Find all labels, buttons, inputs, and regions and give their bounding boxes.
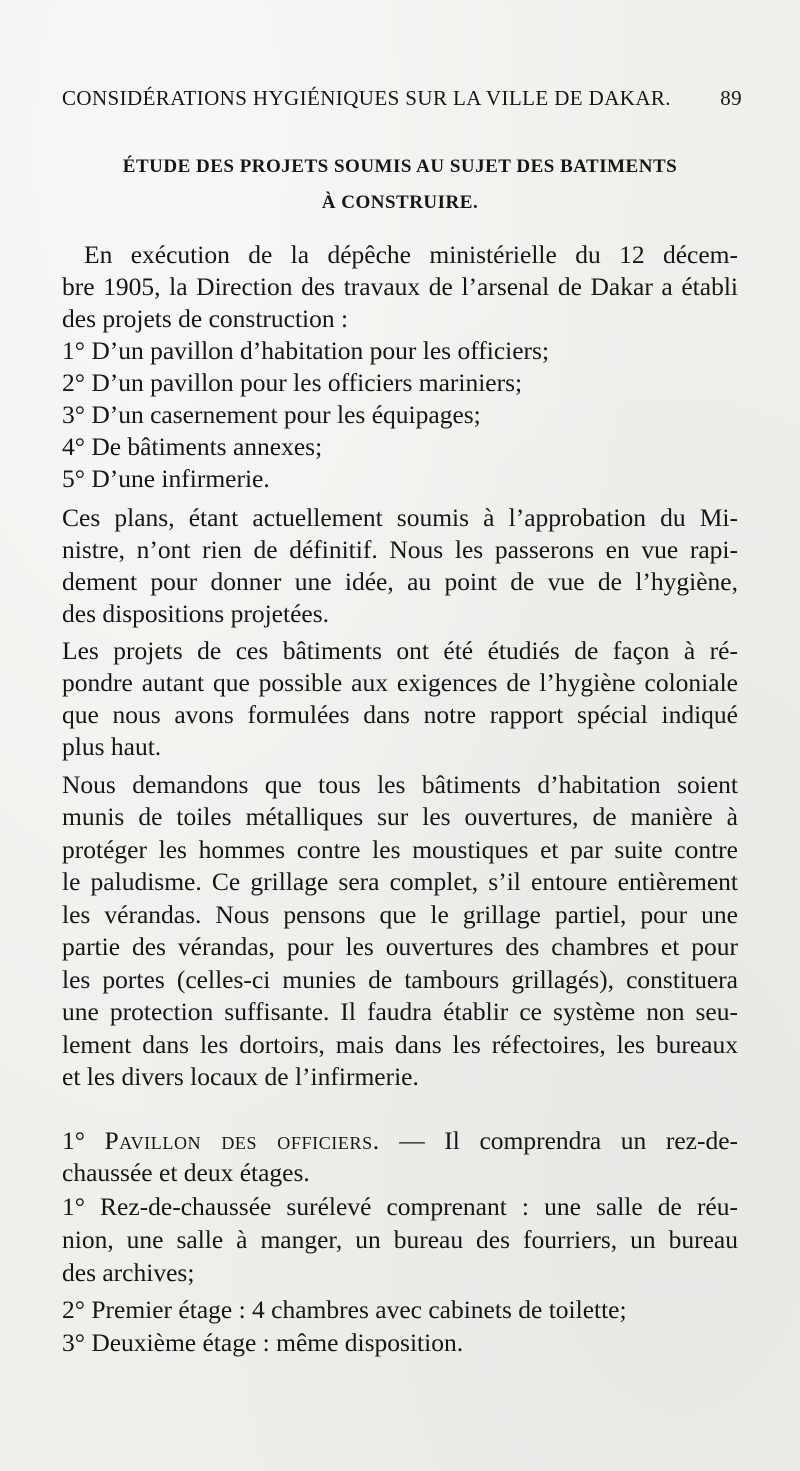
list-item: 3° D’un casernement pour les équipages;	[62, 400, 481, 429]
body-line: pondre autant que possible aux exigences de l’hygiène coloniale	[62, 668, 738, 697]
body-line: des dispositions projetées.	[62, 599, 330, 628]
body-line: En exécution de la dépêche ministérielle du 12 décem-	[84, 240, 738, 269]
page-number: 89	[720, 86, 742, 110]
body-line: les portes (celles-ci munies de tambours grillagés), constituera	[62, 965, 738, 994]
body-line: que nous avons formulées dans notre rapport spécial indiqué	[62, 700, 738, 729]
body-line: Les projets de ces bâtiments ont été étudiés de façon à ré-	[62, 636, 738, 665]
body-line: le paludisme. Ce grillage sera complet, s’il entoure entièrement	[62, 867, 738, 896]
subsection-number: 1°	[62, 1126, 85, 1155]
body-line: bre 1905, la Direction des travaux de l’arsenal de Dakar a établi	[62, 272, 738, 301]
subsection-heading-line	[62, 1126, 738, 1156]
section-title-line-1: ÉTUDE DES PROJETS SOUMIS AU SUJET DES BATIMENTS	[122, 156, 678, 177]
list-item: 1° D’un pavillon d’habitation pour les officiers;	[62, 336, 550, 365]
body-line: des projets de construction :	[62, 304, 349, 333]
list-item: 2° D’un pavillon pour les officiers mariniers;	[62, 368, 523, 397]
running-header	[62, 86, 742, 116]
body-line: une protection suffisante. Il faudra établir ce système non seu-	[62, 997, 738, 1026]
body-line: munis de toiles métalliques sur les ouvertures, de manière à	[62, 802, 738, 831]
body-line: dement pour donner une idée, au point de vue de l’hygiène,	[62, 567, 738, 596]
body-line: et les divers locaux de l’infirmerie.	[62, 1062, 419, 1091]
body-line: Nous demandons que tous les bâtiments d’habitation soient	[62, 770, 738, 799]
list-item: 1° Rez-de-chaussée surélevé comprenant : une salle de réu-	[62, 1192, 738, 1221]
running-title: CONSIDÉRATIONS HYGIÉNIQUES SUR LA VILLE DE DAKAR.	[62, 86, 671, 110]
body-line: chaussée et deux étages.	[62, 1158, 310, 1187]
body-line: lement dans les dortoirs, mais dans les réfectoires, les bureaux	[62, 1030, 738, 1059]
section-title-line-2: À CONSTRUIRE.	[321, 192, 479, 213]
body-line: Ces plans, étant actuellement soumis à l’approbation du Mi-	[62, 503, 738, 532]
body-line: protéger les hommes contre les moustiques et par suite contre	[62, 835, 738, 864]
body-line: les vérandas. Nous pensons que le grillage partiel, pour une	[62, 900, 738, 929]
list-item: 5° D’une infirmerie.	[62, 464, 270, 493]
body-line: nistre, n’ont rien de définitif. Nous les passerons en vue rapi-	[62, 535, 738, 564]
body-line: des archives;	[62, 1258, 195, 1287]
body-line: plus haut.	[62, 732, 162, 761]
body-line: partie des vérandas, pour les ouvertures des chambres et pour	[62, 932, 738, 961]
list-item: 3° Deuxième étage : même disposition.	[62, 1328, 464, 1357]
list-item: 2° Premier étage : 4 chambres avec cabinets de toilette;	[62, 1295, 627, 1324]
body-line: nion, une salle à manger, un bureau des fourriers, un bureau	[62, 1225, 738, 1254]
subsection-intro: — Il comprendra un rez-de-	[399, 1126, 739, 1155]
list-item: 4° De bâtiments annexes;	[62, 432, 323, 461]
subsection-heading: Pavillon des officiers.	[104, 1126, 380, 1155]
